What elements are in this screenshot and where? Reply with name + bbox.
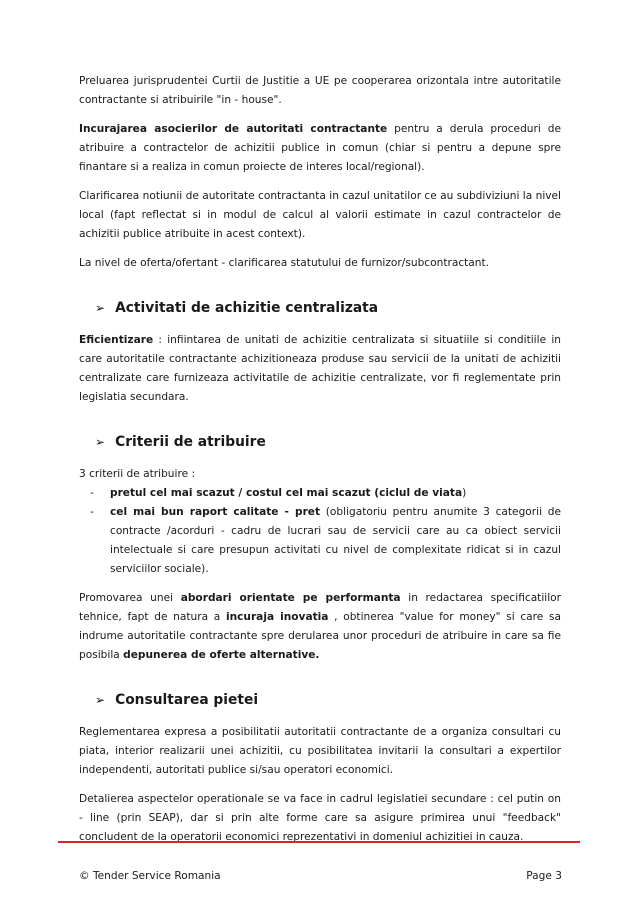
bold-phrase: pretul cel mai scazut / costul cel mai scazut (ciclul de viata xyxy=(110,487,463,499)
paragraph-autoritate-contractanta xyxy=(79,187,561,244)
paragraph-text: Detalierea aspectelor operationale se va face in cadrul legislatiei secundare : cel putin on - line (prin SEAP), dar si prin alte forme care sa asigure primirea unui "feedback" concludent de la operatorii economici reprezentativi in domeniul achizitiei in cauza. xyxy=(79,793,561,843)
paragraph-text: Promovarea unei xyxy=(79,592,181,604)
paragraph-aspecte-operationale xyxy=(79,790,561,847)
heading-text: Activitati de achizitie centralizata xyxy=(115,300,379,316)
paragraph-text: Preluarea jurisprudentei Curtii de Justitie a UE pe cooperarea orizontala intre autoritatile contractante si atribuirile "in - house". xyxy=(79,75,561,106)
paragraph-eficientizare xyxy=(79,331,561,407)
heading-text: Criterii de atribuire xyxy=(115,434,266,450)
paragraph-criterii-intro xyxy=(79,465,561,484)
paragraph-text: 3 criterii de atribuire : xyxy=(79,468,196,480)
paragraph-asocieri xyxy=(79,120,561,177)
arrow-bullet-icon: ➢ xyxy=(95,435,106,449)
heading-consultarea-pietei xyxy=(95,691,561,709)
paragraph-ofertant xyxy=(79,254,561,273)
paragraph-text: Reglementarea expresa a posibilitatii autoritatii contractante de a organiza consultari cu piata, interior realizarii unei achizitii, cu posibilitatea invitarii la consultari a expertilor independenti, autoritati publice si/sau operatori economici. xyxy=(79,726,561,776)
paragraph-text: in redactarea specificatiilor tehnice, fapt de natura a xyxy=(79,592,562,623)
heading-achizitie-centralizata xyxy=(95,299,561,317)
paragraph-performanta xyxy=(79,589,561,665)
heading-criterii-atribuire xyxy=(95,433,561,451)
list-item-text: ) xyxy=(462,487,467,499)
paragraph-text: pentru a derula proceduri de atribuire a contractelor de achizitii publice in comun (chiar si pentru a depune spre finantare si a realiza in comun proiecte de interes local/regional). xyxy=(79,123,561,173)
arrow-bullet-icon: ➢ xyxy=(95,693,106,707)
list-dash: - xyxy=(90,506,94,518)
bold-phrase: abordari orientate pe performanta xyxy=(180,592,401,604)
paragraph-consultari xyxy=(79,723,561,780)
bold-phrase: incuraja inovatia xyxy=(225,611,329,623)
footer-copyright: © Tender Service Romania xyxy=(79,870,221,882)
paragraph-jurisprudenta xyxy=(79,72,561,110)
page-number: Page 3 xyxy=(526,870,562,882)
list-item xyxy=(90,503,561,579)
footer-divider xyxy=(58,841,580,843)
bold-phrase: cel mai bun raport calitate - pret xyxy=(110,506,321,518)
paragraph-text: Clarificarea notiunii de autoritate contractanta in cazul unitatilor ce au subdiviziuni la nivel local (fapt reflectat si in modul de calcul al valorii estimate in cazul contractelor de achizitii publice atribuite in acest context). xyxy=(79,190,561,240)
bold-phrase: Eficientizare xyxy=(79,334,154,346)
page-content xyxy=(79,72,561,857)
list-item xyxy=(90,484,561,503)
arrow-bullet-icon: ➢ xyxy=(95,301,106,315)
list-dash: - xyxy=(90,487,94,499)
paragraph-text: : infiintarea de unitati de achizitie centralizata si situatiile si conditiile in care autoritatile contractante achizitioneaza produse sau servicii de la unitati de achizitii centralizate care furnizeaza activitatile de achizitie centralizate, vor fi reglementate prin legislatia secundara. xyxy=(79,334,561,403)
list-item-text: (obligatoriu pentru anumite 3 categorii de contracte /acorduri - cadru de lucrari sau de servicii care au ca obiect servicii intelectuale si care presupun activitati cu nivel de complexitate ridicat si in cazul serviciilor sociale). xyxy=(110,506,561,575)
bold-phrase: depunerea de oferte alternative. xyxy=(123,649,320,661)
paragraph-text: , obtinerea "value for money" si care sa indrume autoritatile contractante spre derularea unor proceduri de atribuire in care sa fie posibila xyxy=(79,611,561,661)
bold-phrase: Incurajarea asocierilor de autoritati contractante xyxy=(79,123,388,135)
paragraph-text: La nivel de oferta/ofertant - clarificarea statutului de furnizor/subcontractant. xyxy=(79,257,490,269)
heading-text: Consultarea pietei xyxy=(115,692,259,708)
